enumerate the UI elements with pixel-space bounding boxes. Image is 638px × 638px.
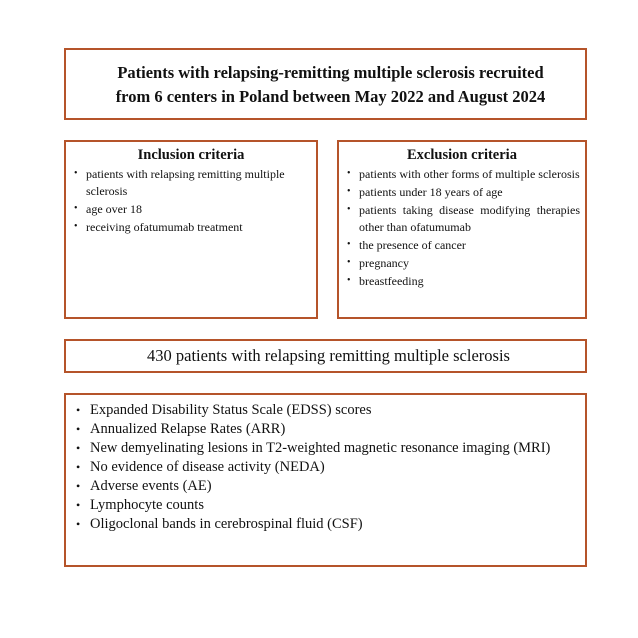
study-population-title bbox=[66, 61, 585, 109]
patient-count-box bbox=[64, 339, 587, 373]
title-line-1: Patients with relapsing-remitting multiple sclerosis recruited bbox=[117, 63, 544, 82]
exclusion-criteria-box bbox=[337, 140, 587, 319]
outcome-item: • New demyelinating lesions in T2-weighted magnetic resonance imaging (MRI) bbox=[90, 439, 585, 458]
exclusion-item: • breastfeeding bbox=[359, 273, 580, 290]
exclusion-item: • patients under 18 years of age bbox=[359, 184, 580, 201]
inclusion-heading: Inclusion criteria bbox=[137, 147, 245, 163]
exclusion-item: • pregnancy bbox=[359, 255, 580, 272]
inclusion-item: • age over 18 bbox=[86, 201, 311, 218]
patient-count-text: 430 patients with relapsing remitting multiple sclerosis bbox=[147, 346, 510, 365]
exclusion-list bbox=[339, 166, 585, 289]
exclusion-item: • patients taking disease modifying therapies other than ofatumumab bbox=[359, 202, 580, 235]
outcome-item: • Annualized Relapse Rates (ARR) bbox=[90, 420, 585, 439]
outcome-item: • Adverse events (AE) bbox=[90, 477, 585, 496]
inclusion-item: • receiving ofatumumab treatment bbox=[86, 219, 311, 236]
exclusion-heading: Exclusion criteria bbox=[407, 147, 517, 163]
exclusion-item: • patients with other forms of multiple sclerosis bbox=[359, 166, 580, 183]
exclusion-item: • the presence of cancer bbox=[359, 237, 580, 254]
outcome-item: • No evidence of disease activity (NEDA) bbox=[90, 458, 585, 477]
inclusion-list bbox=[66, 166, 316, 235]
inclusion-criteria-box bbox=[64, 140, 318, 319]
title-line-2: from 6 centers in Poland between May 2022 and August 2024 bbox=[115, 87, 546, 106]
study-population-box bbox=[64, 48, 587, 120]
outcome-item: • Lymphocyte counts bbox=[90, 496, 585, 515]
outcomes-list bbox=[66, 401, 585, 534]
outcome-item: • Expanded Disability Status Scale (EDSS) scores bbox=[90, 401, 585, 420]
inclusion-item: • patients with relapsing remitting multiple sclerosis bbox=[86, 166, 311, 199]
outcomes-box bbox=[64, 393, 587, 567]
outcome-item: • Oligoclonal bands in cerebrospinal fluid (CSF) bbox=[90, 515, 585, 534]
